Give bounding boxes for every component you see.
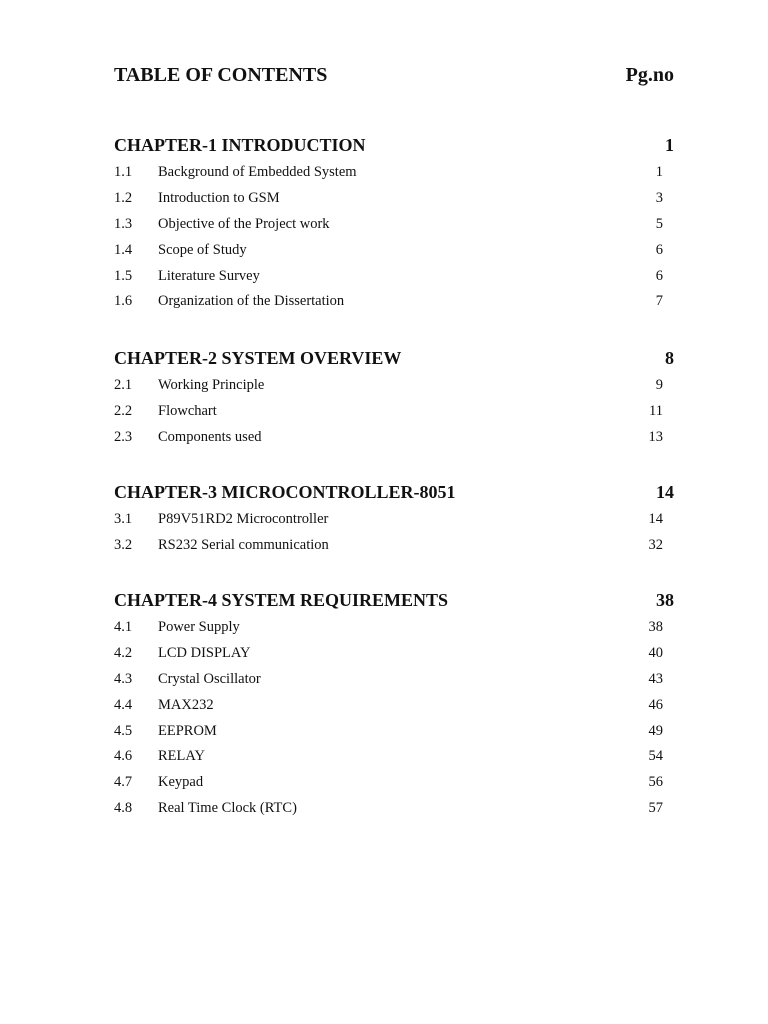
chapter-heading	[114, 348, 674, 377]
section-title: Objective of the Project work	[158, 215, 330, 232]
section-title: RELAY	[158, 748, 205, 765]
section-number: 4.6	[114, 748, 133, 765]
section-title: Background of Embedded System	[158, 164, 357, 180]
section-page-number: 6	[655, 241, 663, 258]
chapter-page-number: 14	[656, 482, 674, 502]
section-page-number: 14	[648, 511, 663, 527]
chapter-heading	[114, 590, 674, 619]
chapter-3-section	[114, 482, 674, 563]
toc-entry	[114, 242, 674, 268]
chapter-4-section	[114, 590, 674, 826]
section-page-number: 54	[648, 748, 663, 765]
toc-entry	[114, 429, 674, 455]
section-page-number: 3	[655, 189, 663, 206]
section-title: Literature Survey	[158, 267, 260, 284]
section-number: 1.1	[114, 164, 133, 180]
toc-entry	[114, 216, 674, 242]
section-number: 3.1	[114, 511, 133, 527]
chapter-1-section	[114, 135, 674, 319]
section-number: 4.8	[114, 800, 133, 817]
section-page-number: 5	[655, 215, 663, 232]
toc-entry	[114, 268, 674, 294]
section-page-number: 56	[648, 774, 663, 791]
section-title: EEPROM	[158, 722, 217, 739]
section-page-number: 7	[655, 293, 663, 310]
section-number: 2.3	[114, 428, 133, 445]
section-title: MAX232	[158, 696, 214, 713]
toc-entry	[114, 697, 674, 723]
section-page-number: 57	[648, 800, 663, 817]
section-title: Scope of Study	[158, 241, 247, 258]
section-title: Organization of the Dissertation	[158, 293, 345, 310]
chapter-2-section	[114, 348, 674, 455]
chapter-heading	[114, 135, 674, 164]
section-page-number: 43	[648, 670, 663, 687]
section-page-number: 6	[655, 267, 663, 284]
section-number: 4.4	[114, 696, 133, 713]
toc-entry	[114, 774, 674, 800]
toc-entry	[114, 164, 674, 190]
toc-entry	[114, 403, 674, 429]
toc-entry	[114, 537, 674, 563]
section-title: LCD DISPLAY	[158, 644, 251, 661]
section-title: Real Time Clock (RTC)	[158, 800, 297, 817]
section-page-number: 38	[648, 619, 663, 635]
toc-entry	[114, 671, 674, 697]
chapter-title: CHAPTER-1 INTRODUCTION	[114, 135, 366, 155]
section-page-number: 40	[648, 644, 663, 661]
section-title: Components used	[158, 428, 262, 445]
section-number: 4.1	[114, 619, 133, 635]
toc-entry	[114, 800, 674, 826]
section-number: 2.2	[114, 402, 133, 419]
toc-entry	[114, 619, 674, 645]
page-number-heading: Pg.no	[625, 64, 674, 86]
section-title: Power Supply	[158, 619, 240, 635]
section-number: 1.2	[114, 189, 133, 206]
section-number: 4.5	[114, 722, 133, 739]
toc-entry	[114, 511, 674, 537]
section-title: Keypad	[158, 774, 204, 791]
section-number: 1.3	[114, 215, 133, 232]
section-page-number: 11	[649, 402, 663, 419]
section-title: P89V51RD2 Microcontroller	[158, 511, 329, 527]
section-number: 1.6	[114, 293, 133, 310]
chapter-heading	[114, 482, 674, 511]
section-page-number: 13	[648, 428, 663, 445]
section-title: Crystal Oscillator	[158, 670, 261, 687]
toc-entry	[114, 723, 674, 749]
section-number: 4.3	[114, 670, 133, 687]
section-page-number: 32	[648, 536, 663, 553]
chapter-page-number: 8	[665, 348, 674, 368]
section-title: Working Principle	[158, 377, 265, 393]
toc-title: TABLE OF CONTENTS	[114, 64, 328, 86]
chapter-page-number: 1	[665, 135, 674, 155]
section-number: 1.5	[114, 267, 133, 284]
section-title: Flowchart	[158, 402, 217, 419]
chapter-page-number: 38	[656, 590, 674, 610]
section-title: RS232 Serial communication	[158, 536, 329, 553]
section-number: 4.7	[114, 774, 133, 791]
toc-entry	[114, 377, 674, 403]
toc-entry	[114, 293, 674, 319]
section-page-number: 1	[655, 164, 663, 180]
chapter-title: CHAPTER-4 SYSTEM REQUIREMENTS	[114, 590, 449, 610]
section-number: 4.2	[114, 644, 133, 661]
chapter-title: CHAPTER-3 MICROCONTROLLER-8051	[114, 482, 456, 502]
section-page-number: 9	[655, 377, 663, 393]
toc-header	[114, 64, 674, 92]
toc-entry	[114, 645, 674, 671]
toc-entry	[114, 748, 674, 774]
section-number: 3.2	[114, 536, 133, 553]
section-page-number: 46	[648, 696, 663, 713]
toc-entry	[114, 190, 674, 216]
section-number: 1.4	[114, 241, 133, 258]
section-number: 2.1	[114, 377, 133, 393]
section-title: Introduction to GSM	[158, 189, 280, 206]
chapter-title: CHAPTER-2 SYSTEM OVERVIEW	[114, 348, 402, 368]
section-page-number: 49	[648, 722, 663, 739]
